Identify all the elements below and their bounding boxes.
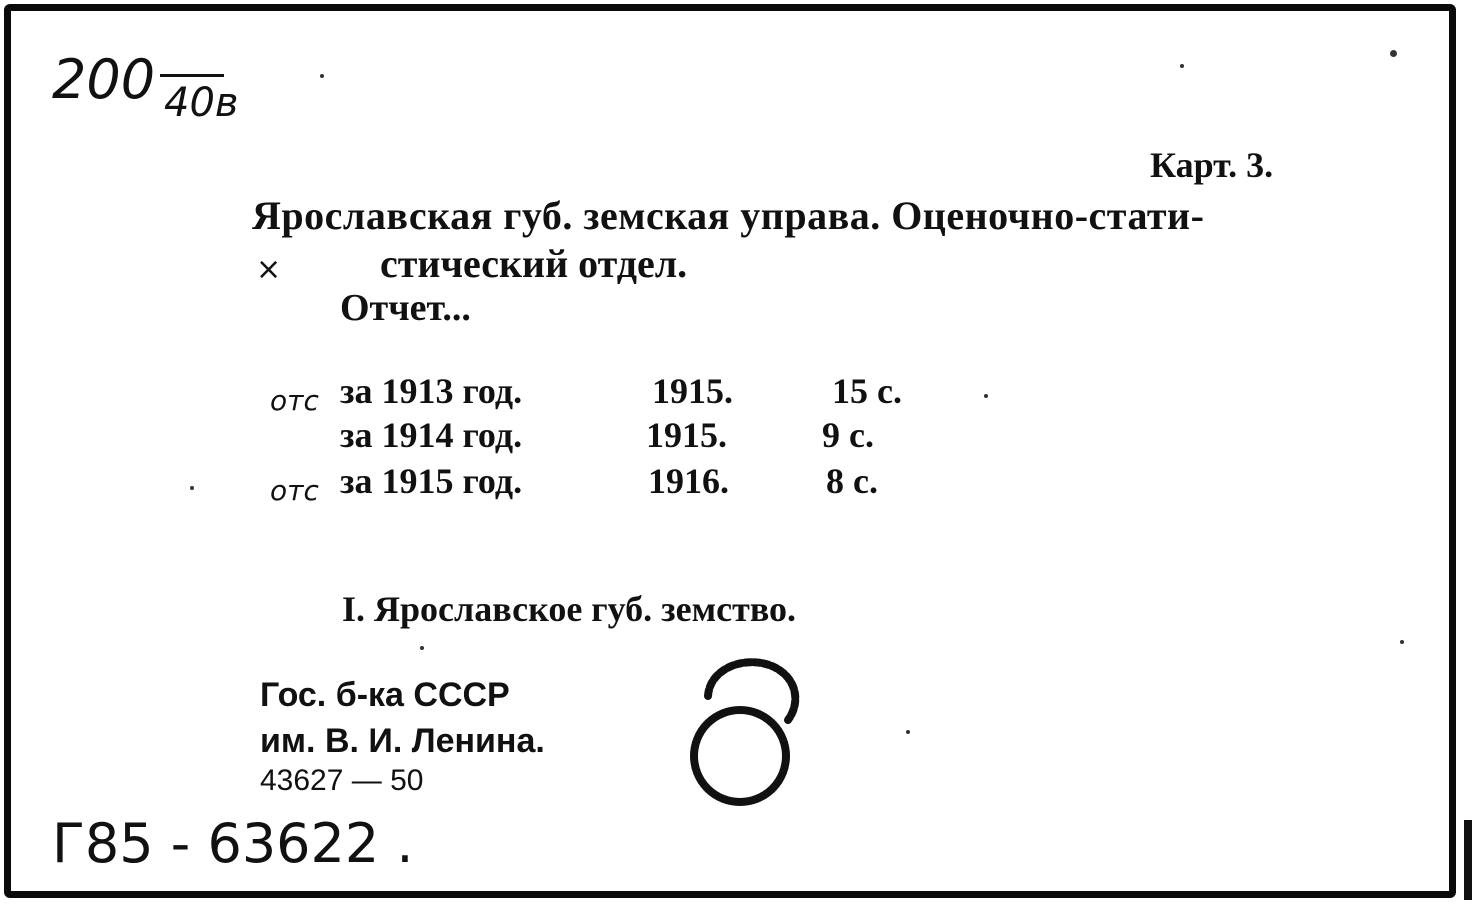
row1-pages: 15 с. xyxy=(832,371,902,411)
speck xyxy=(1390,50,1397,57)
speck xyxy=(1400,640,1404,644)
row3-pages: 8 с. xyxy=(826,461,878,501)
row1-period: за 1913 год. xyxy=(340,371,523,411)
library-line3: 43627 — 50 xyxy=(260,764,424,797)
card-edge-shadow xyxy=(1464,820,1472,900)
handwritten-top-number: 200 xyxy=(52,48,156,111)
row2-year: 1915. xyxy=(646,415,727,455)
handwritten-top-sub: 40в xyxy=(164,80,239,126)
row3-year: 1916. xyxy=(648,461,729,501)
subject-heading: I. Ярославское губ. земство. xyxy=(342,589,797,629)
card-number: Карт. 3. xyxy=(1150,145,1274,185)
handwritten-mark-row1: отс xyxy=(270,384,319,417)
speck xyxy=(984,394,988,398)
speck xyxy=(906,730,910,734)
row2-period: за 1914 год. xyxy=(340,415,523,455)
card-title-line1: Ярославская губ. земская управа. Оценочно-стати- xyxy=(252,193,1205,238)
card-punch-hole xyxy=(680,648,810,818)
speck xyxy=(320,74,324,78)
library-line2: им. В. И. Ленина. xyxy=(260,722,545,760)
handwritten-bottom-number: Г85 - 63622 . xyxy=(52,812,414,875)
speck xyxy=(420,646,424,650)
row2-pages: 9 с. xyxy=(822,415,874,455)
speck xyxy=(1180,64,1184,68)
row3-period: за 1915 год. xyxy=(340,461,523,501)
speck xyxy=(190,486,194,490)
handwritten-mark-x: × xyxy=(256,252,282,287)
row1-year: 1915. xyxy=(652,371,733,411)
card-subtitle: Отчет... xyxy=(340,287,471,329)
library-line1: Гос. б-ка СССР xyxy=(260,676,510,714)
handwritten-underline xyxy=(160,74,224,77)
handwritten-mark-row3: отс xyxy=(270,474,319,507)
card-title-line2: стический отдел. xyxy=(380,241,688,286)
